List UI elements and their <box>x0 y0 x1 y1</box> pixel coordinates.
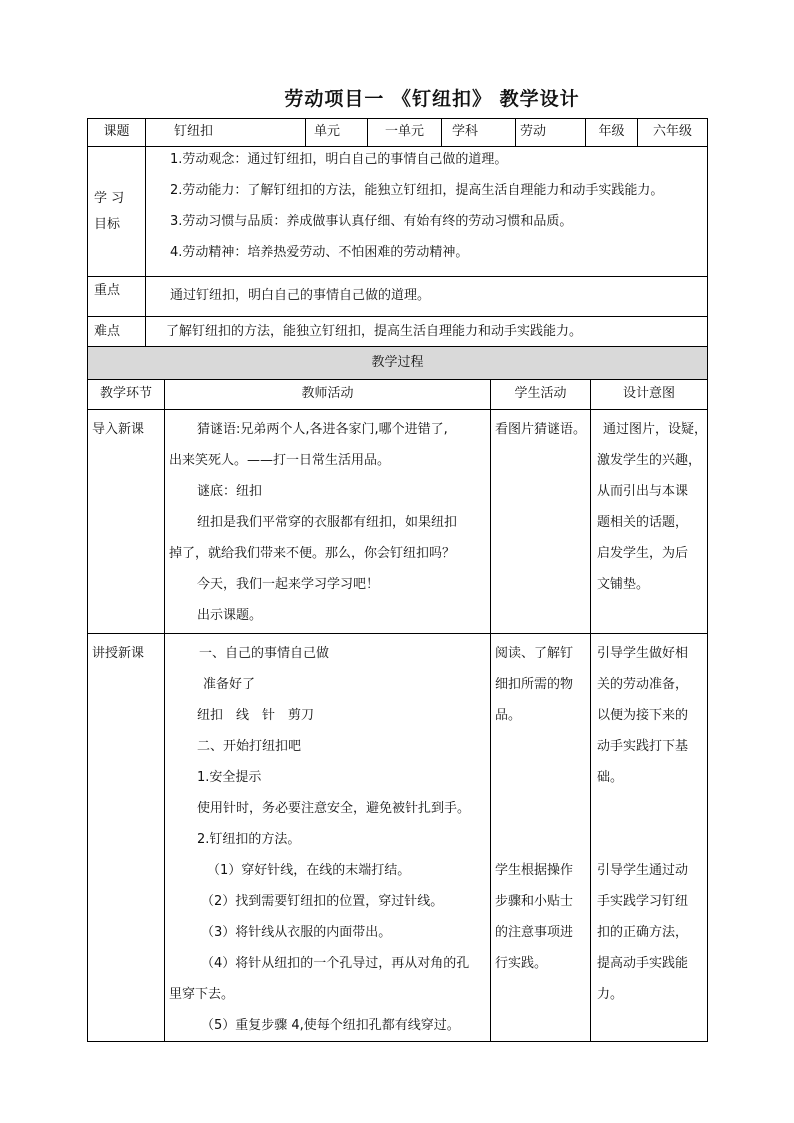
topic-value: 钉纽扣 <box>146 119 306 147</box>
teach-intent-line: 引导学生做好相 <box>597 646 689 661</box>
subject-value: 劳动 <box>516 119 586 147</box>
intro-student-line: 看图片猜谜语。 <box>495 422 587 437</box>
teach-teacher-line: （5）重复步骤 4,使每个纽扣孔都有线穿过。 <box>201 1018 460 1033</box>
column-header: 教师活动 <box>165 380 491 410</box>
column-header: 设计意图 <box>591 380 708 410</box>
key-label: 重点 <box>88 277 146 317</box>
intro-teacher <box>165 410 491 634</box>
teach-intent-line: 扣的正确方法， <box>597 925 689 940</box>
key-value: 通过钉纽扣，明白自己的事情自己做的道理。 <box>146 277 708 317</box>
intro-intent-line: 启发学生，为后 <box>597 546 689 561</box>
document-title: 劳动项目一 《钉纽扣》 教学设计 <box>284 88 580 110</box>
difficult-label: 难点 <box>88 317 146 349</box>
teach-teacher <box>165 634 491 1042</box>
grade-label: 年级 <box>586 119 638 147</box>
goal-item: 2.劳动能力：了解钉纽扣的方法，能独立钉纽扣，提高生活自理能力和动手实践能力。 <box>170 183 664 198</box>
intro-teacher-line: 纽扣是我们平常穿的衣服都有纽扣，如果纽扣 <box>197 515 458 530</box>
column-header: 学生活动 <box>491 380 591 410</box>
intro-teacher-line: 今天，我们一起来学习学习吧！ <box>197 577 380 592</box>
teach-teacher-line: 纽扣 线 针 剪刀 <box>197 708 315 723</box>
teach-teacher-line: 二、开始打纽扣吧 <box>197 739 302 754</box>
intro-intent-line: 激发学生的兴趣， <box>597 453 702 468</box>
goals-label: 学 习 目标 <box>88 147 146 277</box>
intro-student <box>491 410 591 634</box>
teach-teacher-line: 一、自己的事情自己做 <box>199 646 330 661</box>
unit-value: 一单元 <box>368 119 442 147</box>
subject-label: 学科 <box>442 119 516 147</box>
info-table <box>87 118 708 349</box>
intro-teacher-line: 出来笑死人。——打一日常生活用品。 <box>169 453 391 468</box>
teach-intent-line: 引导学生通过动 <box>597 863 689 878</box>
teach-intent-line: 以便为接下来的 <box>597 708 689 723</box>
goal-item: 3.劳动习惯与品质：养成做事认真仔细、有始有终的劳动习惯和品质。 <box>170 214 573 229</box>
teach-student-line: 品。 <box>495 708 522 723</box>
teach-intent-line: 手实践学习钉纽 <box>597 894 689 909</box>
intro-intent-line: 从而引出与本课 <box>597 484 689 499</box>
teach-teacher-line: （4）将针从纽扣的一个孔导过，再从对角的孔 <box>201 956 470 971</box>
teach-student-line: 阅读、了解钉 <box>495 646 574 661</box>
teach-intent-line: 动手实践打下基 <box>597 739 689 754</box>
teach-teacher-line: 2.钉纽扣的方法。 <box>197 832 301 847</box>
teach-teacher-line: （2）找到需要钉纽扣的位置，穿过针线。 <box>201 894 444 909</box>
teach-intent-line: 力。 <box>597 987 624 1002</box>
teach-intent-line: 关的劳动准备， <box>597 677 689 692</box>
teach-student-line: 学生根据操作 <box>495 863 574 878</box>
intro-teacher-line: 出示课题。 <box>197 608 263 623</box>
unit-label: 单元 <box>306 119 368 147</box>
topic-label: 课题 <box>88 119 146 147</box>
goals-list <box>146 147 708 277</box>
teach-student-line: 步骤和小贴士 <box>495 894 574 909</box>
teach-teacher-line: 1.安全提示 <box>197 770 262 785</box>
difficult-value: 了解钉纽扣的方法，能独立钉纽扣，提高生活自理能力和动手实践能力。 <box>146 317 708 349</box>
intro-teacher-line: 猜谜语:兄弟两个人,各进各家门,哪个进错了, <box>197 422 448 437</box>
teach-intent-line: 础。 <box>597 770 624 785</box>
column-header: 教学环节 <box>88 380 165 410</box>
intro-stage: 导入新课 <box>88 410 165 634</box>
intro-intent-line: 文铺垫。 <box>597 577 650 592</box>
teach-teacher-line: 里穿下去。 <box>169 987 235 1002</box>
process-header: 教学过程 <box>88 347 708 380</box>
teach-teacher-line: 准备好了 <box>203 677 256 692</box>
teach-student <box>491 634 591 1042</box>
teach-student-line: 细扣所需的物 <box>495 677 574 692</box>
goal-item: 1.劳动观念：通过钉纽扣，明白自己的事情自己做的道理。 <box>170 152 508 167</box>
intro-teacher-line: 谜底：纽扣 <box>197 484 263 499</box>
teach-student-line: 行实践。 <box>495 956 548 971</box>
teach-stage: 讲授新课 <box>88 634 165 1042</box>
process-table <box>87 346 708 1042</box>
goal-item: 4.劳动精神：培养热爱劳动、不怕困难的劳动精神。 <box>170 245 469 260</box>
teach-teacher-line: （1）穿好针线，在线的末端打结。 <box>207 863 411 878</box>
intro-intent-line: 通过图片，设疑， <box>603 422 708 437</box>
teach-teacher-line: （3）将针线从衣服的内面带出。 <box>201 925 392 940</box>
intro-teacher-line: 掉了，就给我们带来不便。那么，你会钉纽扣吗？ <box>169 546 456 561</box>
teach-teacher-line: 使用针时，务必要注意安全，避免被针扎到手。 <box>197 801 471 816</box>
teach-intent-line: 提高动手实践能 <box>597 956 689 971</box>
teach-student-line: 的注意事项进 <box>495 925 574 940</box>
intro-intent-line: 题相关的话题， <box>597 515 689 530</box>
teach-intent <box>591 634 708 1042</box>
grade-value: 六年级 <box>638 119 708 147</box>
intro-intent <box>591 410 708 634</box>
